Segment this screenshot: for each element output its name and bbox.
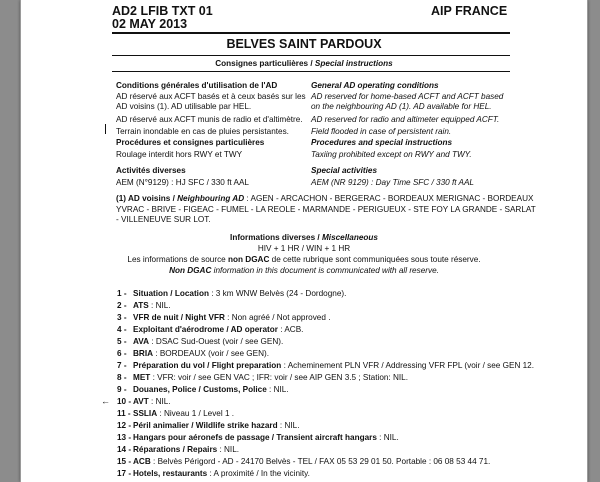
- document-page: [20, 0, 588, 482]
- aerodrome-title: BELVES SAINT PARDOUX: [226, 37, 382, 51]
- left-text: AEM (N°9129) : HJ SFC / 330 ft AAL: [116, 178, 249, 187]
- list-item: 15 - ACB : Belvès Périgord - AD - 24170 Belvès - TEL / FAX 05 53 29 01 50. Portable : 06 08 53 44 71.: [117, 457, 491, 466]
- left-text: AD réservé aux ACFT munis de radio et d'altimètre.: [116, 114, 303, 124]
- misc-text-bold: Non DGAC: [169, 266, 212, 275]
- neighbouring-list: YVRAC - BRIVE - FIGEAC - FUMEL - LA REOLE - MARMANDE - PERIGUEUX - STE FOY LA GRANDE - SARLAT: [116, 204, 536, 214]
- list-item: 5 - AVA : DSAC Sud-Ouest (voir / see GEN).: [117, 337, 284, 346]
- doc-date: 02 MAY 2013: [112, 17, 188, 31]
- list-item: 11 - SSLIA : Niveau 1 / Level 1 .: [117, 409, 235, 418]
- doc-publisher: AIP FRANCE: [431, 4, 508, 18]
- right-heading-procedures: Procedures and special instructions: [311, 137, 453, 147]
- misc-hiv: HIV + 1 HR / WIN + 1 HR: [257, 244, 351, 253]
- left-heading-procedures: Procédures et consignes particulières: [116, 137, 265, 147]
- list-item: 13 - Hangars pour aéronefs de passage / Transient aircraft hangars : NIL.: [117, 433, 399, 442]
- doc-reference: AD2 LFIB TXT 01: [112, 4, 213, 18]
- consignes-en: Special instructions: [314, 59, 393, 68]
- list-item: 17 - Hotels, restaurants : A proximité / In the vicinity.: [117, 469, 310, 478]
- neighbouring-ad: [116, 194, 536, 226]
- list-item: 14 - Réparations / Repairs : NIL.: [117, 445, 240, 454]
- neighbouring-list: - VILLENEUVE SUR LOT.: [116, 215, 211, 224]
- change-bar: [105, 124, 106, 134]
- list-item: 9 - Douanes, Police / Customs, Police : NIL.: [117, 385, 289, 394]
- left-text: AD réservé aux ACFT basés et à ceux basés sur les: [116, 91, 306, 101]
- right-heading-conditions: General AD operating conditions: [311, 81, 439, 90]
- misc-text: information in this document is communicated with all reserve.: [211, 266, 439, 275]
- consignes-fr: Consignes particulières /: [215, 59, 315, 68]
- change-arrow-icon: ←: [101, 396, 110, 406]
- list-item: 10 - AVT : NIL.: [117, 397, 171, 406]
- right-text: on the neighbouring AD (1). AD available for HEL.: [311, 102, 492, 111]
- misc-text: de cette rubrique sont communiquées sous toute réserve.: [269, 255, 481, 264]
- list-item: 12 - Péril animalier / Wildlife strike hazard : NIL.: [117, 421, 300, 430]
- list-item: 1 - Situation / Location : 3 km WNW Belvès (24 - Dordogne).: [117, 289, 347, 298]
- misc-title-fr: Informations diverses /: [230, 233, 322, 242]
- right-heading-activities: Special activities: [311, 165, 377, 175]
- right-text: AEM (NR 9129) : Day Time SFC / 330 ft AAL: [311, 178, 474, 187]
- left-heading-conditions: Conditions générales d'utilisation de l'AD: [116, 81, 278, 90]
- misc-text-bold: non DGAC: [228, 255, 270, 264]
- right-text: Taxiing prohibited except on RWY and TWY.: [311, 150, 472, 159]
- right-text: AD reserved for radio and altimeter equipped ACFT.: [311, 114, 500, 124]
- right-column: [311, 81, 503, 189]
- list-item: 7 - Préparation du vol / Flight preparation : Acheminement PLN VFR / Addressing VFR FPL (voir / see GEN 12.: [117, 361, 535, 370]
- left-text: Roulage interdit hors RWY et TWY: [116, 150, 243, 159]
- left-text: AD voisins (1). AD utilisable par HEL.: [116, 102, 252, 111]
- title-rule: [112, 55, 510, 56]
- list-item: 3 - VFR de nuit / Night VFR : Non agréé / Not approved .: [117, 313, 331, 322]
- right-text: Field flooded in case of persistent rain.: [311, 127, 452, 136]
- left-column: [116, 81, 306, 189]
- misc-title-en: Miscellaneous: [321, 233, 378, 242]
- header-rule: [112, 32, 510, 34]
- neighbouring-label-en: Neighbouring AD: [177, 194, 245, 203]
- neighbouring-label-fr: (1) AD voisins /: [116, 194, 178, 203]
- list-item: 8 - MET : VFR: voir / see GEN VAC ; IFR: voir / see AIP GEN 3.5 ; Station: NIL.: [117, 373, 408, 382]
- left-text: Terrain inondable en cas de pluies persistantes.: [116, 127, 289, 136]
- consignes-rule: [112, 71, 510, 72]
- misc-text: Les informations de source: [127, 255, 228, 264]
- neighbouring-list: : AGEN - ARCACHON - BERGERAC - BORDEAUX MERIGNAC - BORDEAUX: [244, 194, 534, 203]
- left-heading-activities: Activités diverses: [116, 165, 186, 175]
- right-text: AD reserved for home-based ACFT and ACFT based: [311, 91, 504, 101]
- list-item: 4 - Exploitant d'aérodrome / AD operator : ACB.: [117, 325, 304, 334]
- consignes-heading: [21, 59, 587, 68]
- list-item: 2 - ATS : NIL.: [117, 301, 171, 310]
- list-item: 6 - BRIA : BORDEAUX (voir / see GEN).: [117, 349, 270, 358]
- miscellaneous-block: [21, 232, 587, 276]
